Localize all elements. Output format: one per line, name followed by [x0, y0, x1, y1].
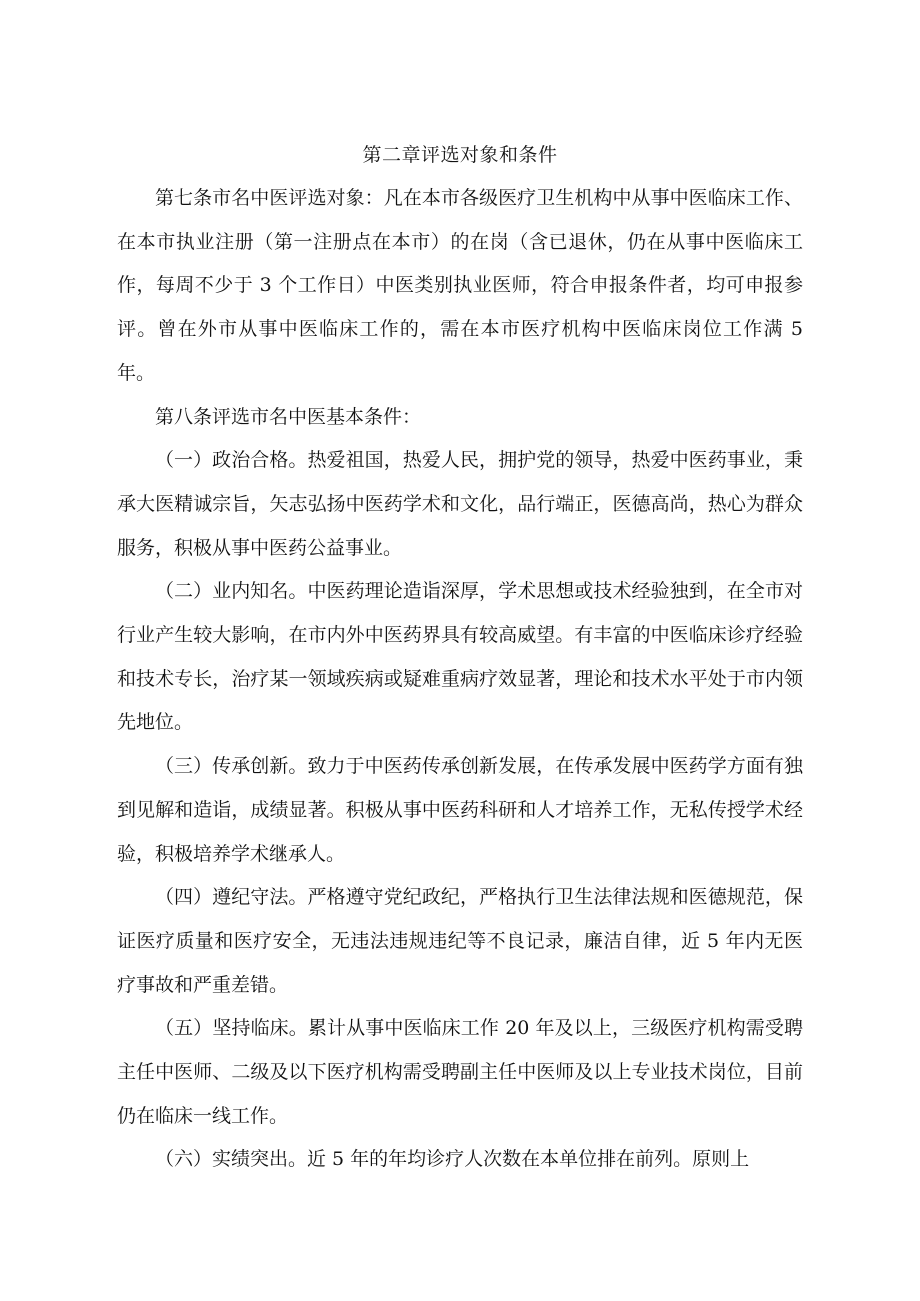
paragraph-article-8: 第八条评选市名中医基本条件：: [155, 405, 422, 428]
paragraph-item-4: （四）遵纪守法。严格遵守党纪政纪，严格执行卫生法律法规和医德规范，保证医疗质量和医疗安全，无违法违规违纪等不良记录，廉洁自律，近 5 年内无医疗事故和严重差错。: [117, 886, 803, 996]
paragraph-item-1: （一）政治合格。热爱祖国，热爱人民，拥护党的领导，热爱中医药事业，秉承大医精诚宗旨，矢志弘扬中医药学术和文化，品行端正，医德高尚，热心为群众服务，积极从事中医药公益事业。: [117, 449, 803, 559]
paragraph-item-6: （六）实绩突出。近 5 年的年均诊疗人次数在本单位排在前列。原则上: [155, 1148, 750, 1171]
paragraph-item-2: （二）业内知名。中医药理论造诣深厚，学术思想或技术经验独到，在全市对行业产生较大影响，在市内外中医药界具有较高威望。有丰富的中医临床诊疗经验和技术专长，治疗某一领域疾病或疑难重病疗效显著，理论和技术水平处于市内领先地位。: [117, 580, 803, 734]
paragraph-article-7: 第七条市名中医评选对象：凡在本市各级医疗卫生机构中从事中医临床工作、在本市执业注册（第一注册点在本市）的在岗（含已退休，仍在从事中医临床工作，每周不少于 3 个工作日）中医类别执业医师，符合申报条件者，均可申报参评。曾在外市从事中医临床工作的，需在本市医疗机构中医临床岗位工作满 5 年。: [117, 187, 803, 384]
paragraph-item-3: （三）传承创新。致力于中医药传承创新发展，在传承发展中医药学方面有独到见解和造诣，成绩显著。积极从事中医药科研和人才培养工作，无私传授学术经验，积极培养学术继承人。: [117, 755, 803, 865]
document-body: [117, 177, 803, 1182]
chapter-title: 第二章评选对象和条件: [362, 144, 558, 166]
paragraph-item-5: （五）坚持临床。累计从事中医临床工作 20 年及以上，三级医疗机构需受聘主任中医师、二级及以下医疗机构需受聘副主任中医师及以上专业技术岗位，目前仍在临床一线工作。: [117, 1017, 803, 1127]
